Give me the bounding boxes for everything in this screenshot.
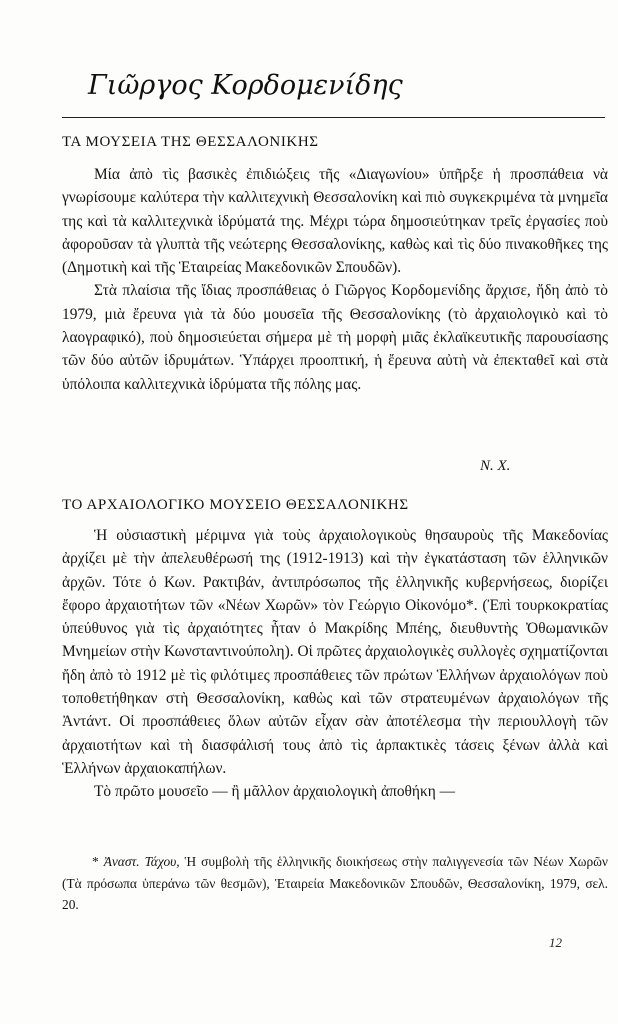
section-title-museums: ΤΑ ΜΟΥΣΕΙΑ ΤΗΣ ΘΕΣΣΑΛΟΝΙΚΗΣ — [62, 134, 319, 150]
header-rule — [62, 117, 605, 118]
page-number: 12 — [549, 935, 562, 950]
section-title-archaeological-museum: ΤΟ ΑΡΧΑΙΟΛΟΓΙΚΟ ΜΟΥΣΕΙΟ ΘΕΣΣΑΛΟΝΙΚΗΣ — [62, 497, 409, 513]
footnote-author: Ἀναστ. Τάχου, — [103, 854, 180, 869]
author-name: Γιῶργος Κορδομενίδης — [88, 70, 403, 101]
editor-signature: Ν. Χ. — [480, 458, 511, 474]
footnote-text: Ἡ συμβολὴ τῆς ἑλληνικῆς διοικήσεως στὴν παλιγγενεσία τῶν Νέων Χωρῶν (Τὰ πρόσωπα ὑπεράνω τῶν θεσμῶν), Ἑταιρεία Μακεδονικῶν Σπουδῶν, Θεσσαλονίκη, 1979, σελ. 20. — [62, 854, 608, 912]
section2-body — [62, 524, 608, 804]
footnote-marker: * — [92, 854, 104, 869]
section1-body — [62, 163, 608, 396]
footnote — [62, 851, 608, 916]
paragraph: Τὸ πρῶτο μουσεῖο — ἢ μᾶλλον ἀρχαιολογικὴ ἀποθήκη — — [94, 783, 456, 801]
paragraph: Ἡ οὐσιαστικὴ μέριμνα γιὰ τοὺς ἀρχαιολογικοὺς θησαυροὺς τῆς Μακεδονίας ἀρχίζει μὲ τὴν ἀπελευθέρωσή της (1912-1913) καὶ τὴν ἐγκατάσταση τῶν ἑλληνικῶν ἀρχῶν. Τότε ὁ Κων. Ρακτιβάν, ἀντιπρόσωπος τῆς ἑλληνικῆς κυβερνήσεως, διορίζει ἔφορο ἀρχαιοτήτων τῶν «Νέων Χωρῶν» τὸν Γεώργιο Οἰκονόμο*. (Ἐπὶ τουρκοκρατίας ὑπεύθυνος γιὰ τὶς ἀρχαιότητες ἦταν ὁ Μακρίδης Μπέης, διευθυντὴς Ὀθωμανικῶν Μνημείων στὴν Κωνσταντινούπολη). Οἱ πρῶτες ἀρχαιολογικὲς συλλογὲς σχηματίζονται ἤδη ἀπὸ τὸ 1912 μὲ τὶς φιλότιμες προσπάθειες τῶν πρώτων Ἑλλήνων ἀρχαιολόγων ποὺ τοποθετήθηκαν στὴ Θεσσαλονίκη, καθὼς καὶ τῶν στρατευμένων ἀρχαιολόγων τῆς Ἀντάντ. Οἱ προσπάθειες ὅλων αὐτῶν εἶχαν σὰν ἀποτέλεσμα τὴν περιουλλογὴ τῶν ἀρχαιοτήτων καὶ τὴ διασφάλισή τους ἀπὸ τὶς ἁρπακτικὲς τάσεις ξένων ἀλλὰ καὶ Ἑλλήνων ἀρχαιοκαπήλων. — [62, 527, 608, 777]
paragraph: Στὰ πλαίσια τῆς ἴδιας προσπάθειας ὁ Γιῶργος Κορδομενίδης ἄρχισε, ἤδη ἀπὸ τὸ 1979, μιὰ ἔρευνα γιὰ τὰ δύο μουσεῖα τῆς Θεσσαλονίκης (τὸ ἀρχαιολογικὸ καὶ τὸ λαογραφικό), ποὺ δημοσιεύεται σήμερα μὲ τὴ μορφὴ μιᾶς ἐκλαϊκευτικῆς παρουσίασης τῶν δύο αὐτῶν ἱδρυμάτων. Ὑπάρχει προοπτική, ἡ ἔρευνα αὐτὴ νὰ ἐπεκταθεῖ καὶ στὰ ὑπόλοιπα καλλιτεχνικὰ ἱδρύματα τῆς πόλης μας. — [62, 282, 608, 393]
paragraph: Μία ἀπὸ τὶς βασικὲς ἐπιδιώξεις τῆς «Διαγωνίου» ὑπῆρξε ἡ προσπάθεια νὰ γνωρίσουμε καλύτερα τὴν καλλιτεχνικὴ Θεσσαλονίκη καὶ πιὸ συγκεκριμένα τὰ μνημεῖα της καὶ τὰ καλλιτεχνικὰ ἱδρύματά της. Μέχρι τώρα δημοσιεύτηκαν τρεῖς ἐργασίες ποὺ ἀφοροῦσαν τὰ γλυπτὰ τῆς νεώτερης Θεσσαλονίκης, καθὼς καὶ τὶς δύο πινακοθῆκες της (Δημοτικὴ καὶ τῆς Ἑταιρείας Μακεδονικῶν Σπουδῶν). — [62, 166, 608, 277]
